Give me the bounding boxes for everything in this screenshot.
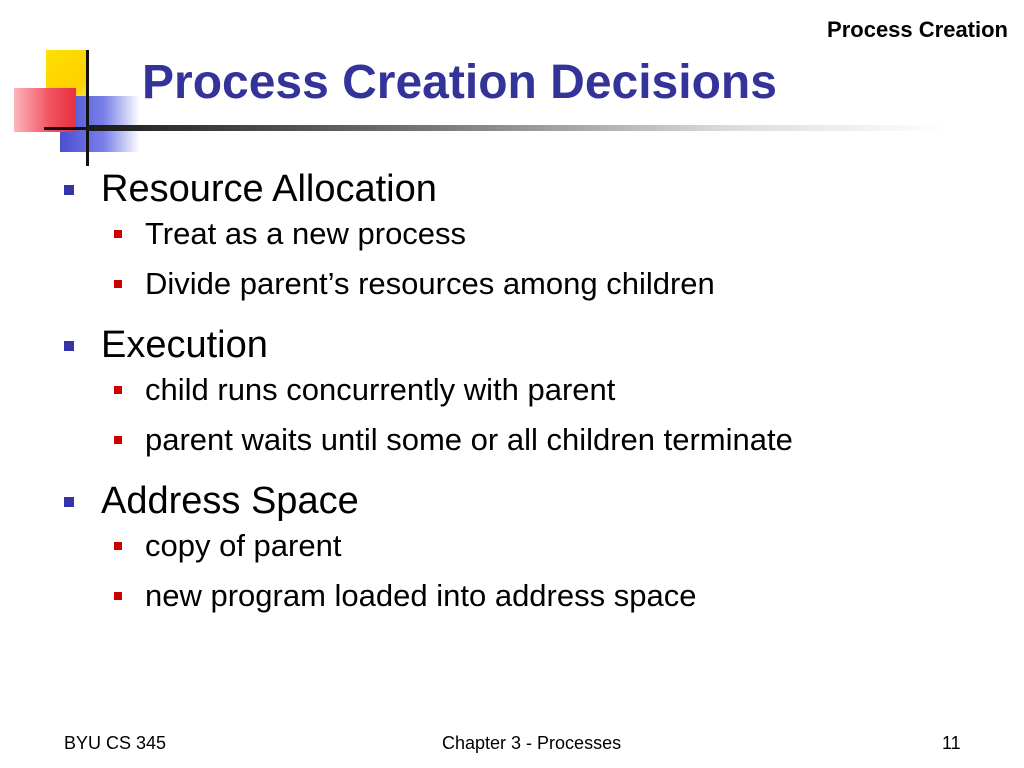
square-bullet-icon — [64, 497, 74, 507]
bullet-level2-text: Treat as a new process — [145, 216, 467, 251]
square-bullet-icon — [114, 230, 122, 238]
bullet-level1 — [60, 324, 980, 368]
bullet-level2 — [60, 368, 980, 418]
square-bullet-icon — [114, 542, 122, 550]
square-bullet-icon — [114, 386, 122, 394]
bullet-level2 — [60, 574, 980, 624]
slide-title: Process Creation Decisions — [142, 56, 777, 109]
square-bullet-icon — [114, 592, 122, 600]
decorative-logo — [0, 0, 150, 170]
logo-red-block — [14, 88, 76, 132]
bullet-level1-text: Address Space — [101, 480, 359, 522]
bullet-content — [60, 168, 980, 636]
bullet-level2 — [60, 524, 980, 574]
square-bullet-icon — [64, 185, 74, 195]
bullet-level2 — [60, 212, 980, 262]
bullet-group — [60, 168, 980, 312]
bullet-level2 — [60, 418, 980, 468]
bullet-group — [60, 324, 980, 468]
square-bullet-icon — [64, 341, 74, 351]
bullet-level2-text: Divide parent’s resources among children — [145, 266, 715, 301]
bullet-level2 — [60, 262, 980, 312]
section-title: Process Creation — [827, 17, 1008, 42]
bullet-level2-text: new program loaded into address space — [145, 578, 697, 613]
bullet-level1-text: Resource Allocation — [101, 168, 437, 210]
bullet-level2-text: copy of parent — [145, 528, 342, 563]
footer-chapter: Chapter 3 - Processes — [442, 733, 622, 753]
bullet-level1 — [60, 168, 980, 212]
bullet-level1-text: Execution — [101, 324, 268, 366]
page-number: 11 — [942, 733, 961, 753]
square-bullet-icon — [114, 436, 122, 444]
bullet-level2-text: parent waits until some or all children terminate — [145, 422, 793, 457]
logo-vertical-line — [86, 50, 89, 166]
bullet-level1 — [60, 480, 980, 524]
bullet-group — [60, 480, 980, 624]
bullet-level2-text: child runs concurrently with parent — [145, 372, 616, 407]
footer-course: BYU CS 345 — [64, 733, 167, 753]
title-underline — [86, 125, 946, 131]
square-bullet-icon — [114, 280, 122, 288]
